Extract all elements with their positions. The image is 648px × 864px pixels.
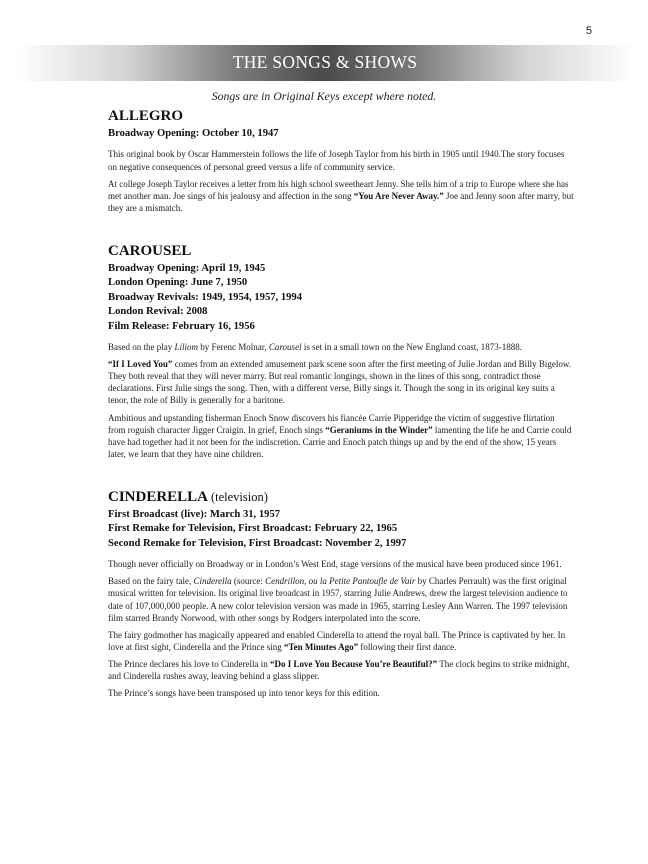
show-title [108,488,574,507]
show-title [108,107,574,126]
show-carousel [108,242,574,460]
show-fact: Broadway Revivals: 1949, 1954, 1957, 1994 [108,291,303,303]
show-facts [108,508,574,551]
show-paragraph: Ambitious and upstanding fisherman Enoch Snow discovers his fiancée Carrie Pipperidge the victim of suggestive flirtation from roguish character Jigger Craigin. In grief, Enoch sings “Geraniums in the Winder” lamenting the life he and Carrie could have had together had it not been for the indiscretion. Carrie and Enoch patch things up and by the end of the show, 15 years later, we learn that they have nine children. [108,412,572,459]
show-paragraph: The fairy godmother has magically appeared and enabled Cinderella to attend the royal ball. The Prince is captivated by her. In love at first sight, Cinderella and the Prince sing “Ten Minutes Ago” following their first dance. [108,629,566,652]
show-fact: Film Release: February 16, 1956 [108,320,255,332]
section-title: THE SONGS & SHOWS [232,52,418,72]
show-paragraph: “If I Loved You” comes from an extended amusement park scene soon after the first meeting of Julie Jordan and Billy Bigelow. They both reveal that they will never marry. But real romantic longings, shown in the lines of this song, contradict those declarations. First Julie sings the song. Then, with a different verse, Billy sings it. Though the song in its original key suits a tenor, the role of Billy is generally for a baritone. [108,359,571,406]
show-title-text: ALLEGRO [108,108,184,124]
show-paragraph: Based on the fairy tale, Cinderella (source: Cendrillon, ou la Petite Pantoufle de Vair by Charles Perrault) was the first original musical written for television. Its original live broadcast in 1957, starring Julie Andrews, drew the largest television audience to date of 107,000,000 people. A new color television version was made in 1965, starring Lesley Ann Warren. The 1997 television film starred Brandy Norwood, with other songs by Rodgers interpolated into the score. [108,576,568,623]
show-facts [108,127,574,141]
section-header-band [14,45,636,81]
show-title-text: CINDERELLA [108,489,208,505]
show-fact: London Revival: 2008 [108,306,208,318]
show-paragraph: The Prince’s songs have been transposed up into tenor keys for this edition. [108,688,380,699]
show-title [108,242,574,261]
show-fact: Broadway Opening: October 10, 1947 [108,128,279,139]
show-title-qualifier: (television) [210,490,268,504]
page-number: 5 [585,25,592,37]
show-facts [108,262,574,334]
show-paragraph: Based on the play Liliom by Ferenc Molnar, Carousel is set in a small town on the New England coast, 1873-1888. [108,342,523,353]
show-cinderella [108,488,574,699]
show-paragraph: The Prince declares his love to Cinderella in “Do I Love You Because You’re Beautiful?” The clock begins to strike midnight, and Cinderella rushes away, leaving behind a glass slipper. [108,658,570,681]
show-title-text: CAROUSEL [108,243,192,259]
show-paragraph: Though never officially on Broadway or in London’s West End, stage versions of the musical have been produced since 1961. [108,559,562,570]
show-fact: Broadway Opening: April 19, 1945 [108,263,266,274]
show-paragraph: This original book by Oscar Hammerstein follows the life of Joseph Taylor from his birth in 1905 until 1940.The story focuses on negative consequences of personal greed versus a life of community service. [108,149,565,172]
show-allegro [108,107,574,214]
keys-note: Songs are in Original Keys except where noted. [211,89,437,103]
show-fact: London Opening: June 7, 1950 [108,277,248,289]
show-paragraph: At college Joseph Taylor receives a letter from his high school sweetheart Jenny. She tells him of a trip to Europe where she has met another man. Joe sings of his jealousy and affection in the song “You Are Never Away.” Joe and Jenny soon after marry, but they are a mismatch. [108,178,574,213]
show-fact: First Remake for Television, First Broadcast: February 22, 1965 [108,523,398,535]
show-fact: Second Remake for Television, First Broadcast: November 2, 1997 [108,537,407,549]
show-fact: First Broadcast (live): March 31, 1957 [108,509,281,520]
